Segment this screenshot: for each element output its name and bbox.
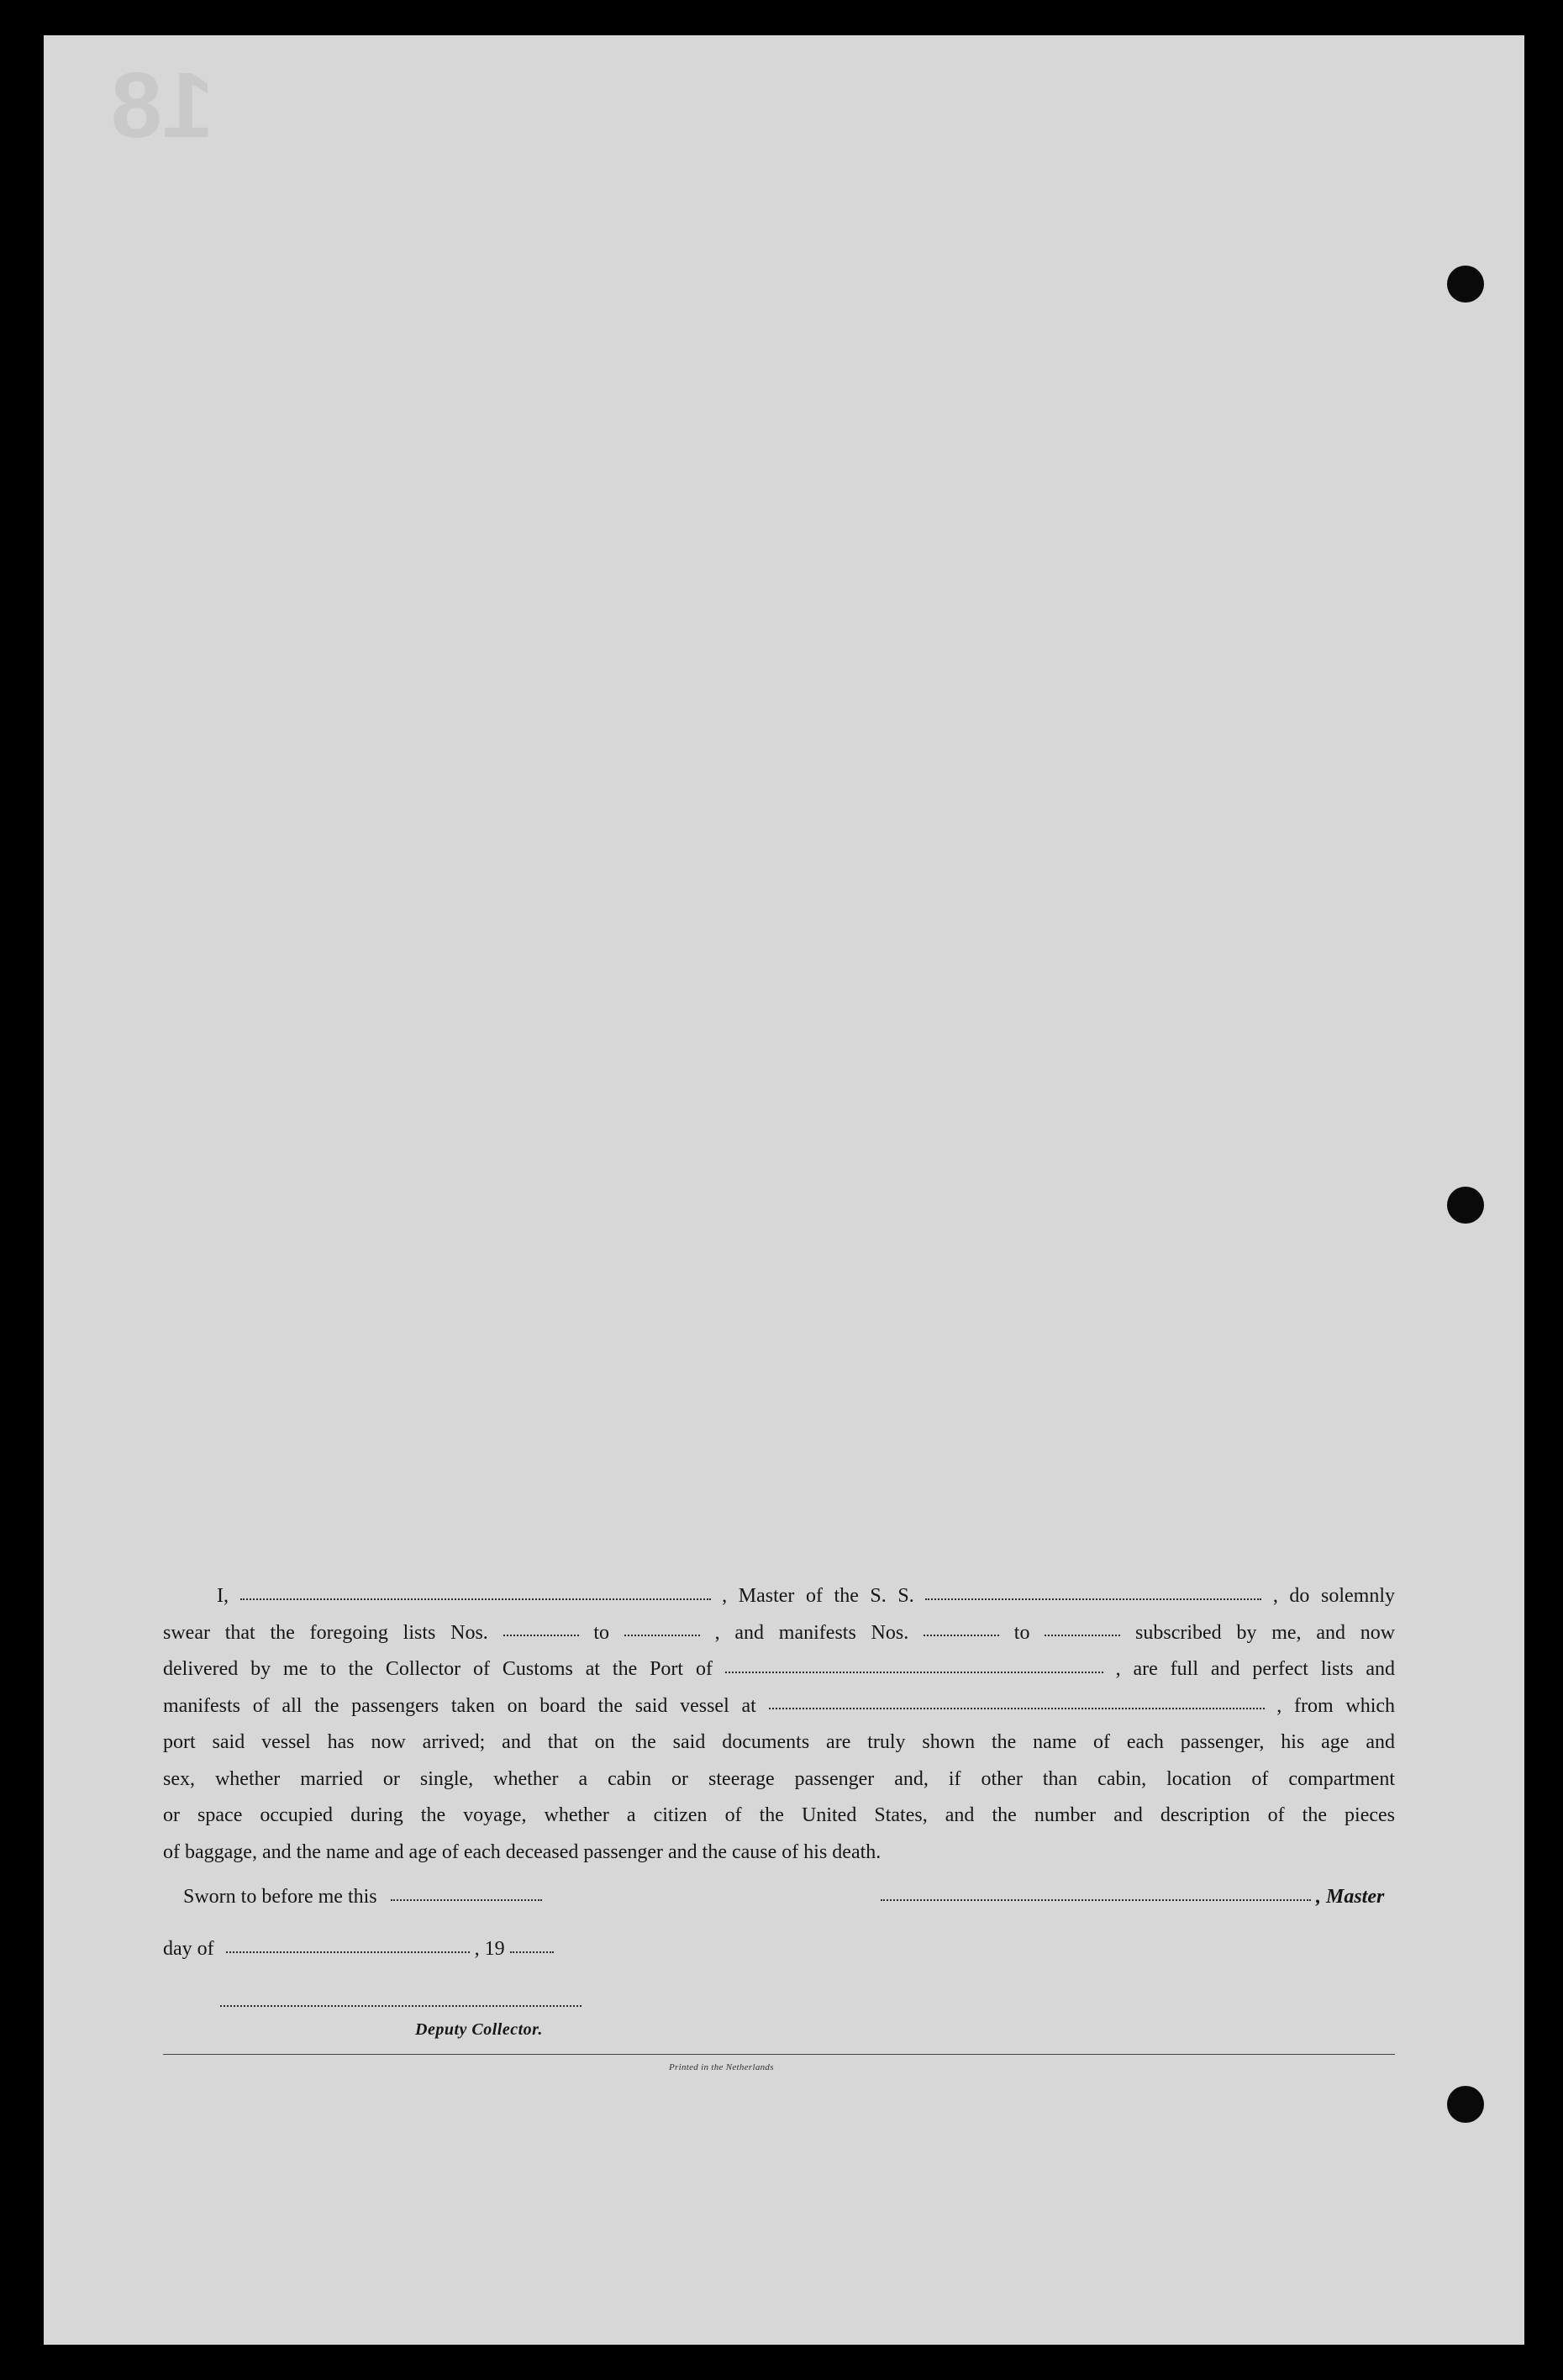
printed-in-label: Printed in the Netherlands [669, 2062, 774, 2072]
master-signature-line [881, 1886, 1384, 1909]
oath-line-7: or space occupied during the voyage, whether a citizen of the United States, and the number and description of the pieces [163, 1804, 1395, 1826]
oath-line-3 [163, 1651, 1395, 1688]
day-of-label: day of [163, 1938, 214, 1960]
manifest-to-blank [1045, 1634, 1120, 1636]
oath-text: to [1013, 1621, 1030, 1644]
sworn-date-blank [391, 1898, 542, 1901]
oath-line-6: sex, whether married or single, whether a cabin or steerage passenger and, if other than cabin, location of compartment [163, 1767, 1395, 1790]
punch-hole-top [1447, 266, 1484, 303]
oath-text: to [593, 1621, 610, 1644]
oath-text: , and manifests Nos. [714, 1621, 909, 1644]
oath-line-2 [163, 1615, 1395, 1652]
oath-text: delivered by me to the Collector of Customs at the Port of [163, 1658, 713, 1680]
list-from-blank [503, 1634, 579, 1636]
year-blank [510, 1951, 554, 1953]
day-of-line [163, 1938, 554, 1961]
oath-text: , Master of the S. S. [722, 1585, 914, 1607]
oath-line-5: port said vessel has now arrived; and that on the said documents are truly shown the name of each passenger, his age and [163, 1731, 1395, 1753]
oath-text: subscribed by me, and now [1135, 1621, 1396, 1644]
list-to-blank [624, 1634, 700, 1636]
oath-text: , from which [1276, 1694, 1396, 1717]
sworn-label: Sworn to before me this [183, 1886, 377, 1908]
form-sheet [44, 35, 1524, 2345]
oath-text: swear that the foregoing lists Nos. [163, 1621, 488, 1644]
boarding-port-blank [769, 1707, 1265, 1709]
oath-text: , do solemnly [1272, 1585, 1396, 1607]
oath-line-1 [163, 1578, 1395, 1615]
punch-hole-bottom [1447, 2086, 1484, 2123]
oath-line-4 [163, 1688, 1395, 1725]
year-prefix: , 19 [474, 1938, 505, 1960]
manifest-from-blank [924, 1634, 999, 1636]
oath-text: I, [217, 1585, 229, 1607]
footer-rule [163, 2054, 1395, 2055]
bleed-through-page-number: 18 [111, 54, 214, 157]
oath-text: manifests of all the passengers taken on board the said vessel at [163, 1694, 756, 1717]
punch-hole-middle [1447, 1187, 1484, 1224]
month-blank [226, 1951, 470, 1953]
name-blank [240, 1598, 711, 1600]
master-oath-paragraph [163, 1578, 1395, 1871]
master-label: , Master [1316, 1886, 1385, 1908]
port-blank [725, 1671, 1103, 1673]
deputy-signature-blank [220, 2004, 582, 2007]
vessel-blank [925, 1598, 1261, 1600]
master-signature-blank [881, 1898, 1311, 1901]
oath-text: , are full and perfect lists and [1115, 1658, 1396, 1680]
sworn-before-line [183, 1886, 542, 1909]
deputy-collector-label: Deputy Collector. [415, 2020, 543, 2039]
oath-line-8: of baggage, and the name and age of each deceased passenger and the cause of his death. [163, 1840, 881, 1863]
